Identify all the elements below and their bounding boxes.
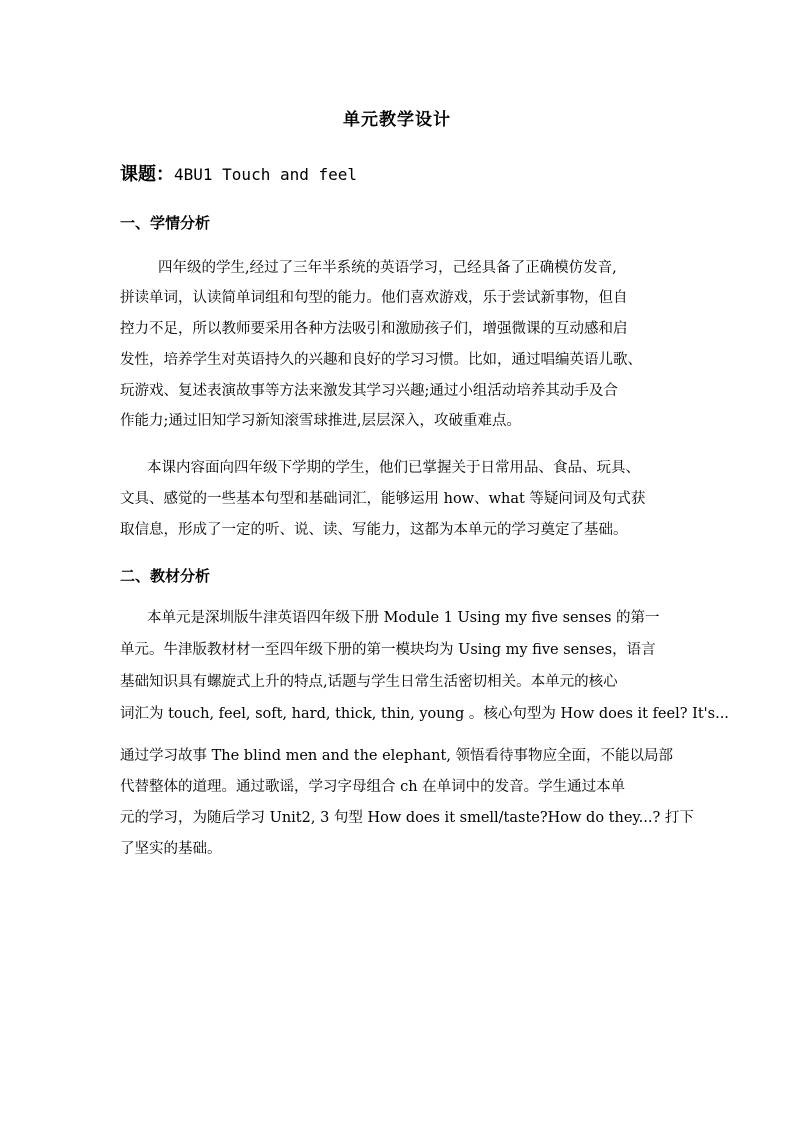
paragraph-line: 本单元是深圳版牛津英语四年级下册 Module 1 Using my five senses 的第一	[147, 610, 660, 626]
paragraph-line: 拼读单词，认读简单词组和句型的能力。他们喜欢游戏，乐于尝试新事物，但自	[120, 290, 628, 306]
paragraph-line: 单元。牛津版教材材一至四年级下册的第一模块均为 Using my five senses，语言	[120, 642, 656, 658]
lesson-title	[120, 160, 357, 186]
paragraph-line: 四年级的学生,经过了三年半系统的英语学习，己经具备了正确模仿发音,	[158, 260, 617, 276]
paragraph-line: 代替整体的道理。通过歌谣，学习字母组合 ch 在单词中的发音。学生通过本单	[120, 779, 626, 795]
paragraph-line: 基础知识具有螺旋式上升的特点,话题与学生日常生活密切相关。本单元的核心	[120, 674, 618, 690]
paragraph-line: 本课内容面向四年级下学期的学生，他们已掌握关于日常用品、食品、玩具、	[147, 460, 640, 476]
paragraph-line: 通过学习故事 The blind men and the elephant, 领悟看待事物应全面，不能以局部	[120, 748, 674, 764]
lesson-name: 4BU1 Touch and feel	[174, 165, 358, 184]
paragraph-line: 发性，培养学生对英语持久的兴趣和良好的学习习惯。比如，通过唱编英语儿歌、	[120, 352, 642, 368]
document-title: 单元教学设计	[343, 110, 451, 130]
paragraph-line: 文具、感觉的一些基本句型和基础词汇，能够运用 how、what 等疑问词及句式获	[120, 491, 646, 507]
paragraph-line: 玩游戏、复述表演故事等方法来激发其学习兴趣;通过小组活动培养其动手及合	[120, 383, 618, 399]
section-heading-textbook-analysis: 二、教材分析	[120, 567, 211, 585]
section-heading-learner-analysis: 一、学情分析	[120, 214, 211, 232]
paragraph-line: 取信息，形成了一定的听、说、读、写能力，这都为本单元的学习奠定了基础。	[120, 522, 628, 538]
paragraph-line: 了坚实的基础。	[120, 841, 222, 857]
lesson-label: 课题：	[120, 164, 174, 185]
paragraph-line: 作能力;通过旧知学习新知滚雪球推进,层层深入，攻破重难点。	[120, 413, 521, 429]
paragraph-line: 元的学习，为随后学习 Unit2, 3 句型 How does it smell/taste?How do they...? 打下	[120, 810, 694, 826]
paragraph-line: 词汇为 touch, feel, soft, hard, thick, thin, young 。核心句型为 How does it feel? It's...	[120, 706, 729, 722]
paragraph-line: 控力不足，所以教师要采用各种方法吸引和激励孩子们，增强微课的互动感和启	[120, 321, 628, 337]
